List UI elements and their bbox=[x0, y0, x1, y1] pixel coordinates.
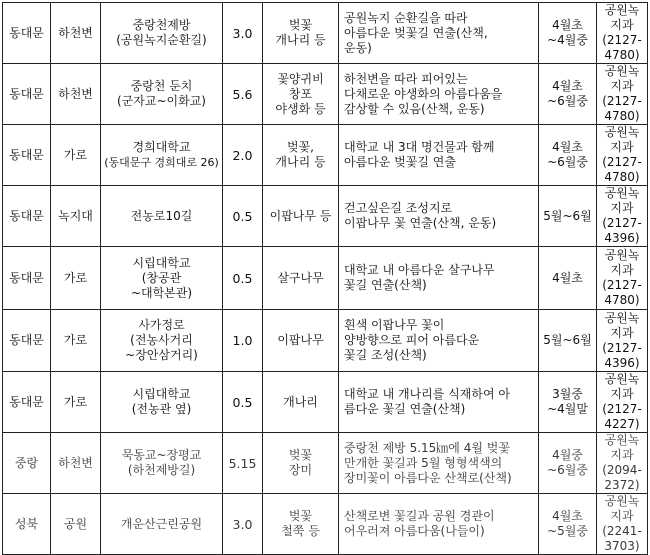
contact-cell bbox=[597, 494, 648, 555]
place-cell-line: (공원녹지순환길) bbox=[116, 33, 207, 47]
place-cell bbox=[101, 494, 223, 555]
plants-cell bbox=[263, 372, 339, 433]
length-cell: 0.5 bbox=[223, 372, 263, 433]
description-cell bbox=[339, 372, 539, 433]
description-cell-line: 대학교 내 3대 명건물과 함께 bbox=[344, 140, 495, 154]
description-cell bbox=[339, 494, 539, 555]
period-cell bbox=[539, 310, 597, 372]
plants-cell-line: 개나리 등 bbox=[275, 33, 326, 47]
plants-cell-line: 이팝나무 등 bbox=[269, 208, 332, 223]
period-cell-line: 4월초 bbox=[552, 79, 583, 93]
period-cell-line: 5월~6월 bbox=[543, 333, 592, 347]
contact-cell-line: 공원녹지과 bbox=[604, 125, 640, 154]
table-row bbox=[3, 433, 648, 494]
place-cell-line: 중랑천제방 bbox=[132, 18, 191, 32]
period-cell-line: ~6월중 bbox=[547, 463, 588, 477]
plants-cell-line: 야생화 등 bbox=[275, 101, 326, 116]
place-cell-line: 중랑천 둔치 bbox=[130, 79, 193, 93]
description-cell-line: 운동) bbox=[344, 40, 372, 55]
type-cell: 하천변 bbox=[51, 3, 101, 64]
place-cell bbox=[101, 310, 223, 372]
place-cell-line: (창공관 bbox=[141, 270, 182, 285]
description-cell-line: 아름다운 벚꽃길 연출(산책, bbox=[344, 25, 488, 40]
type-cell: 가로 bbox=[51, 310, 101, 372]
contact-cell bbox=[597, 310, 648, 372]
length-cell: 0.5 bbox=[223, 247, 263, 310]
description-cell bbox=[339, 247, 539, 310]
description-cell-line: 감상할 수 있음(산책, 운동) bbox=[344, 101, 485, 116]
place-cell-line: (군자교~이화교) bbox=[117, 94, 206, 108]
table-row bbox=[3, 64, 648, 125]
description-cell-line: 대학교 내 아름다운 살구나무 bbox=[344, 263, 495, 277]
place-cell-line: ~장안삼거리) bbox=[125, 348, 198, 362]
flower-road-table bbox=[2, 2, 648, 555]
period-cell-line: ~6월중 bbox=[547, 94, 588, 108]
type-cell: 하천변 bbox=[51, 433, 101, 494]
contact-cell-line: 공원녹지과 bbox=[604, 310, 640, 340]
period-cell bbox=[539, 494, 597, 555]
description-cell-line: 이팝나무 꽃 연출(산책, 운동) bbox=[344, 216, 497, 230]
period-cell bbox=[539, 186, 597, 247]
place-cell-line: 사가정로 bbox=[138, 318, 185, 332]
period-cell bbox=[539, 247, 597, 310]
contact-cell-line: 공원녹지과 bbox=[604, 64, 640, 93]
contact-cell-line: 공원녹지과 bbox=[604, 186, 640, 215]
table-row bbox=[3, 3, 648, 64]
contact-cell-line: 공원녹지과 bbox=[604, 494, 640, 523]
contact-cell-line: 공원녹지과 bbox=[604, 3, 640, 32]
period-cell-line: ~6월중 bbox=[547, 155, 588, 169]
period-cell-line: 4월초 bbox=[552, 18, 583, 32]
period-cell bbox=[539, 372, 597, 433]
length-cell: 3.0 bbox=[223, 494, 263, 555]
contact-cell-line: (2127-4780) bbox=[602, 278, 642, 307]
length-cell: 3.0 bbox=[223, 3, 263, 64]
length-cell: 2.0 bbox=[223, 125, 263, 186]
table-row bbox=[3, 372, 648, 433]
contact-cell-line: (2127-4396) bbox=[602, 216, 642, 245]
description-cell-line: 양방향으로 피어 아름다운 bbox=[344, 333, 480, 347]
plants-cell-line: 창포 bbox=[288, 86, 313, 101]
period-cell-line: ~4월말 bbox=[547, 402, 588, 416]
type-cell: 하천변 bbox=[51, 64, 101, 125]
contact-cell bbox=[597, 433, 648, 494]
period-cell-line: 4월초 bbox=[552, 509, 583, 523]
place-cell-line: 전농로10길 bbox=[130, 208, 193, 223]
place-cell-line: (전농사거리 bbox=[130, 333, 193, 347]
period-cell-line: 5월~6월 bbox=[543, 208, 592, 223]
description-cell-line: 하천변을 따라 피어있는 bbox=[344, 71, 468, 86]
type-cell: 녹지대 bbox=[51, 186, 101, 247]
description-cell-line: 름다운 꽃길 연출(산책) bbox=[344, 402, 466, 416]
type-cell: 가로 bbox=[51, 247, 101, 310]
description-cell bbox=[339, 310, 539, 372]
place-cell-line: 개운산근린공원 bbox=[120, 516, 203, 531]
place-cell-line: 시립대학교 bbox=[132, 255, 191, 270]
contact-cell-line: (2127-4780) bbox=[602, 94, 642, 123]
description-cell bbox=[339, 3, 539, 64]
description-cell-line: 아름다운 벚꽃길 연출 bbox=[344, 155, 456, 169]
table-row bbox=[3, 247, 648, 310]
description-cell bbox=[339, 64, 539, 125]
table-row bbox=[3, 310, 648, 372]
place-cell bbox=[101, 125, 223, 186]
description-cell-line: 꽃길 조성(산책) bbox=[344, 348, 427, 362]
length-cell: 5.6 bbox=[223, 64, 263, 125]
plants-cell-line: 철쭉 등 bbox=[281, 524, 320, 538]
plants-cell-line: 장미 bbox=[288, 463, 313, 477]
place-cell bbox=[101, 64, 223, 125]
district-cell: 성북 bbox=[3, 494, 51, 555]
district-cell: 동대문 bbox=[3, 3, 51, 64]
contact-cell bbox=[597, 3, 648, 64]
length-cell: 1.0 bbox=[223, 310, 263, 372]
plants-cell-line: 개나리 bbox=[283, 394, 318, 409]
place-cell bbox=[101, 247, 223, 310]
contact-cell bbox=[597, 64, 648, 125]
description-cell-line: 흰색 이팝나무 꽃이 bbox=[344, 318, 445, 332]
plants-cell bbox=[263, 310, 339, 372]
period-cell bbox=[539, 125, 597, 186]
contact-cell-line: (2094-2372) bbox=[602, 463, 642, 492]
plants-cell-line: 이팝나무 bbox=[277, 333, 324, 347]
description-cell-line: 꽃길 연출(산책) bbox=[344, 278, 427, 292]
place-cell bbox=[101, 186, 223, 247]
contact-cell-line: 공원녹지과 bbox=[604, 248, 640, 277]
contact-cell bbox=[597, 125, 648, 186]
district-cell: 동대문 bbox=[3, 310, 51, 372]
table-row bbox=[3, 125, 648, 186]
description-cell bbox=[339, 186, 539, 247]
period-cell-line: ~4월중 bbox=[547, 33, 588, 47]
description-cell-line: 걷고싶은길 조성지로 bbox=[344, 201, 453, 215]
description-cell-line: 다채로운 야생화의 아름다움을 bbox=[344, 86, 503, 101]
contact-cell-line: 공원녹지과 bbox=[604, 372, 640, 401]
district-cell: 동대문 bbox=[3, 64, 51, 125]
table-row bbox=[3, 186, 648, 247]
plants-cell bbox=[263, 494, 339, 555]
district-cell: 동대문 bbox=[3, 372, 51, 433]
description-cell-line: 대학교 내 개나리를 식재하여 아 bbox=[344, 387, 510, 401]
plants-cell-line: 꽃양귀비 bbox=[277, 71, 324, 86]
period-cell bbox=[539, 64, 597, 125]
period-cell-line: 4월초 bbox=[552, 140, 583, 154]
plants-cell-line: 벚꽃, bbox=[287, 140, 314, 154]
place-cell-line: (동대문구 경희대로 26) bbox=[104, 156, 219, 169]
plants-cell-line: 살구나무 bbox=[277, 270, 324, 285]
period-cell-line: 4월중 bbox=[552, 448, 583, 462]
district-cell: 동대문 bbox=[3, 125, 51, 186]
place-cell-line: 시립대학교 bbox=[132, 387, 191, 401]
place-cell-line: ~대학본관) bbox=[130, 285, 193, 300]
description-cell bbox=[339, 433, 539, 494]
description-cell-line: 중랑천 제방 5.15㎞에 4월 벚꽃 bbox=[344, 440, 510, 455]
description-cell-line: 장미꽃이 아름다운 산책로(산책) bbox=[344, 470, 512, 485]
period-cell-line: 3월중 bbox=[552, 387, 583, 401]
place-cell bbox=[101, 372, 223, 433]
district-cell: 중랑 bbox=[3, 433, 51, 494]
plants-cell bbox=[263, 247, 339, 310]
place-cell-line: 경희대학교 bbox=[132, 140, 191, 154]
plants-cell bbox=[263, 125, 339, 186]
contact-cell bbox=[597, 247, 648, 310]
plants-cell-line: 벚꽃 bbox=[288, 18, 313, 32]
contact-cell-line: 공원녹지과 bbox=[604, 433, 640, 462]
plants-cell-line: 개나리 등 bbox=[275, 155, 326, 169]
plants-cell-line: 벚꽃 bbox=[288, 509, 313, 523]
length-cell: 0.5 bbox=[223, 186, 263, 247]
place-cell bbox=[101, 3, 223, 64]
description-cell-line: 산책로변 꽃길과 공원 경관이 bbox=[344, 509, 495, 523]
place-cell-line: 묵동교~장평교 bbox=[121, 448, 202, 462]
plants-cell bbox=[263, 64, 339, 125]
description-cell bbox=[339, 125, 539, 186]
place-cell-line: (하천제방길) bbox=[127, 463, 196, 477]
contact-cell-line: (2127-4227) bbox=[602, 402, 642, 431]
table-row bbox=[3, 494, 648, 555]
contact-cell bbox=[597, 372, 648, 433]
plants-cell bbox=[263, 3, 339, 64]
contact-cell-line: (2127-4396) bbox=[602, 340, 642, 370]
contact-cell-line: (2127-4780) bbox=[602, 155, 642, 184]
description-cell-line: 만개한 꽃길과 5월 형형색색의 bbox=[344, 455, 503, 470]
district-cell: 동대문 bbox=[3, 186, 51, 247]
place-cell bbox=[101, 433, 223, 494]
contact-cell bbox=[597, 186, 648, 247]
plants-cell bbox=[263, 433, 339, 494]
description-cell-line: 어우러져 아름다움(나들이) bbox=[344, 524, 485, 538]
type-cell: 공원 bbox=[51, 494, 101, 555]
description-cell-line: 공원녹지 순환길을 따라 bbox=[344, 10, 468, 25]
period-cell bbox=[539, 433, 597, 494]
period-cell-line: ~5월중 bbox=[547, 524, 588, 538]
type-cell: 가로 bbox=[51, 125, 101, 186]
contact-cell-line: (2241-3703) bbox=[602, 524, 642, 553]
type-cell: 가로 bbox=[51, 372, 101, 433]
period-cell bbox=[539, 3, 597, 64]
district-cell: 동대문 bbox=[3, 247, 51, 310]
plants-cell-line: 벚꽃 bbox=[288, 448, 313, 462]
length-cell: 5.15 bbox=[223, 433, 263, 494]
period-cell-line: 4월초 bbox=[552, 270, 583, 285]
plants-cell bbox=[263, 186, 339, 247]
place-cell-line: (전농관 옆) bbox=[131, 402, 192, 416]
contact-cell-line: (2127-4780) bbox=[602, 33, 642, 62]
